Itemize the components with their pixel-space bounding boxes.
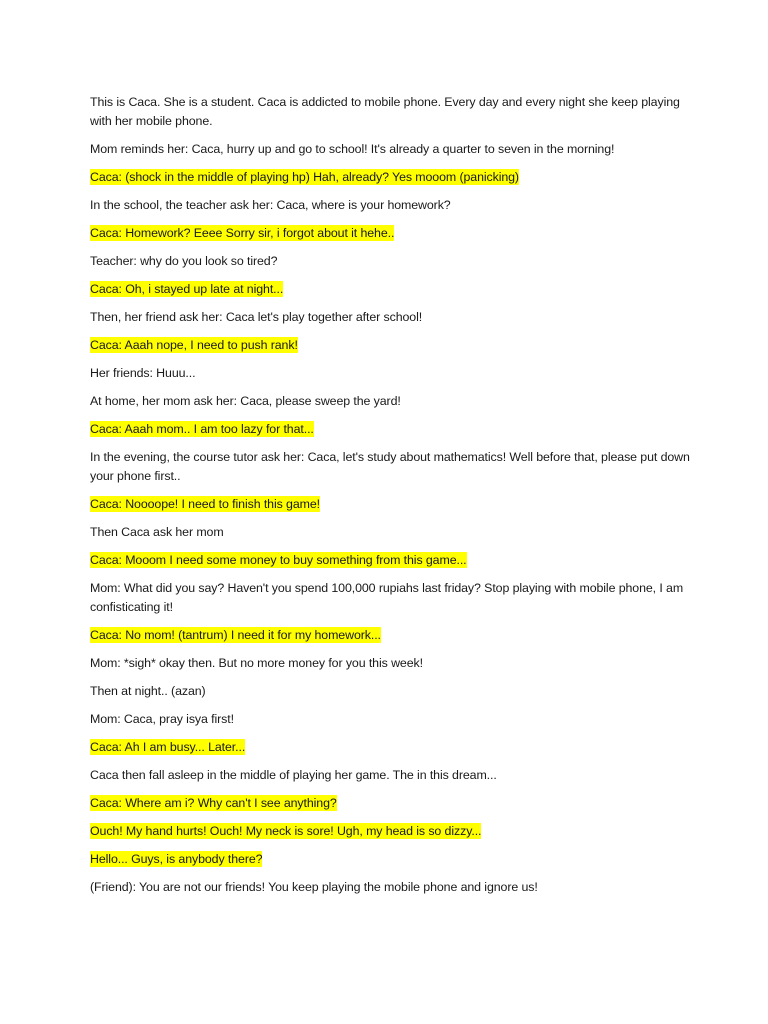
paragraph-text: Caca: Noooope! I need to finish this game! — [90, 497, 320, 511]
paragraph-text: Mom: What did you say? Haven't you spend 100,000 rupiahs last friday? Stop playing with mobile phone, I am confisticating it! — [90, 581, 684, 614]
paragraph-text: Caca: (shock in the middle of playing hp) Hah, already? Yes mooom (panicking) — [90, 170, 519, 184]
paragraph-text: This is Caca. She is a student. Caca is addicted to mobile phone. Every day and every night she keep playing with her mobile phone. — [90, 95, 680, 128]
paragraph-text: Caca: Where am i? Why can't I see anything? — [90, 796, 337, 810]
paragraph-text: Then Caca ask her mom — [90, 525, 224, 539]
paragraph — [90, 579, 690, 617]
paragraph — [90, 523, 690, 542]
paragraph — [90, 392, 690, 411]
highlighted-paragraph — [90, 738, 690, 757]
paragraph-text: Caca: Oh, i stayed up late at night... — [90, 282, 284, 296]
paragraph-text: Hello... Guys, is anybody there? — [90, 852, 263, 866]
paragraph-text: Mom reminds her: Caca, hurry up and go to school! It's already a quarter to seven in the morning! — [90, 142, 615, 156]
highlighted-paragraph — [90, 822, 690, 841]
paragraph-text: Caca: Homework? Eeee Sorry sir, i forgot about it hehe.. — [90, 226, 395, 240]
paragraph-text: Caca then fall asleep in the middle of playing her game. The in this dream... — [90, 768, 497, 782]
paragraph-text: Mom: Caca, pray isya first! — [90, 712, 234, 726]
highlighted-paragraph — [90, 794, 690, 813]
paragraph-text: Caca: No mom! (tantrum) I need it for my homework... — [90, 628, 381, 642]
paragraph — [90, 654, 690, 673]
paragraph-text: Then, her friend ask her: Caca let's play together after school! — [90, 310, 423, 324]
paragraph-text: Her friends: Huuu... — [90, 366, 196, 380]
paragraph — [90, 682, 690, 701]
highlighted-paragraph — [90, 626, 690, 645]
paragraph — [90, 878, 690, 897]
paragraph-text: Caca: Aaah mom.. I am too lazy for that... — [90, 422, 314, 436]
paragraph-text: Teacher: why do you look so tired? — [90, 254, 278, 268]
paragraph-text: Caca: Ah I am busy... Later... — [90, 740, 246, 754]
paragraph — [90, 308, 690, 327]
paragraph — [90, 364, 690, 383]
paragraph — [90, 710, 690, 729]
paragraph — [90, 196, 690, 215]
paragraph-text: Caca: Aaah nope, I need to push rank! — [90, 338, 298, 352]
highlighted-paragraph — [90, 280, 690, 299]
paragraph — [90, 252, 690, 271]
paragraph-text: In the evening, the course tutor ask her: Caca, let's study about mathematics! Well before that, please put down your phone first.. — [90, 450, 690, 483]
paragraph-text: (Friend): You are not our friends! You keep playing the mobile phone and ignore us! — [90, 880, 538, 894]
highlighted-paragraph — [90, 850, 690, 869]
paragraph-text: Mom: *sigh* okay then. But no more money for you this week! — [90, 656, 423, 670]
highlighted-paragraph — [90, 495, 690, 514]
highlighted-paragraph — [90, 336, 690, 355]
paragraph — [90, 93, 690, 131]
paragraph — [90, 140, 690, 159]
highlighted-paragraph — [90, 168, 690, 187]
paragraph-text: Ouch! My hand hurts! Ouch! My neck is sore! Ugh, my head is so dizzy... — [90, 824, 482, 838]
highlighted-paragraph — [90, 420, 690, 439]
paragraph — [90, 766, 690, 785]
highlighted-paragraph — [90, 551, 690, 570]
document-body — [90, 93, 690, 906]
paragraph — [90, 448, 690, 486]
paragraph-text: At home, her mom ask her: Caca, please sweep the yard! — [90, 394, 401, 408]
paragraph-text: Caca: Mooom I need some money to buy something from this game... — [90, 553, 467, 567]
highlighted-paragraph — [90, 224, 690, 243]
paragraph-text: Then at night.. (azan) — [90, 684, 206, 698]
paragraph-text: In the school, the teacher ask her: Caca, where is your homework? — [90, 198, 451, 212]
